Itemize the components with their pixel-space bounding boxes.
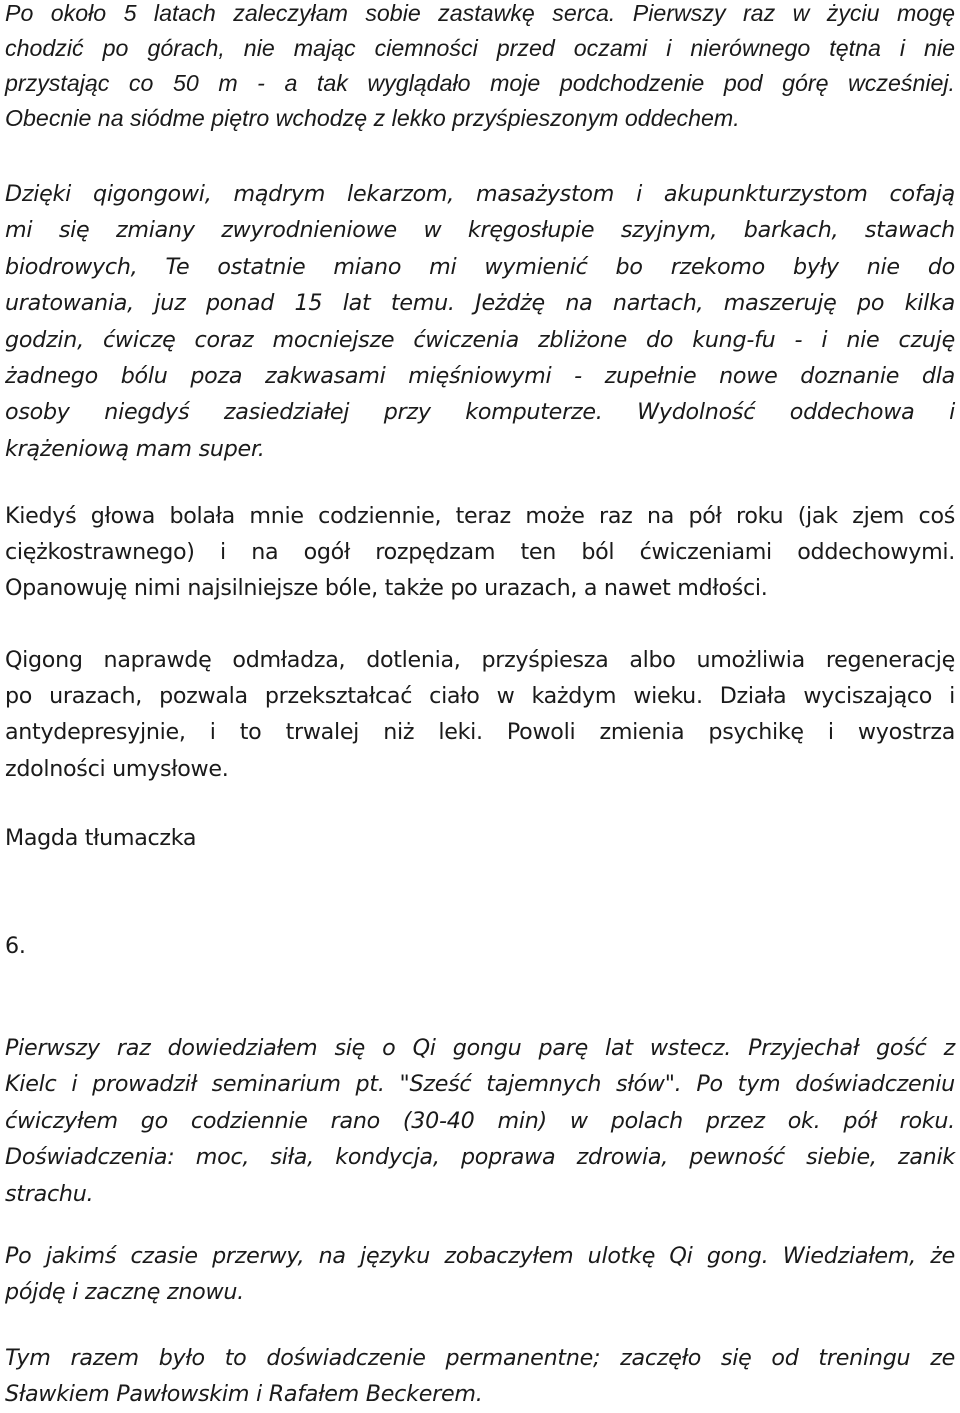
text-line: ciężkostrawnego) i na ogół rozpędzam ten ból ćwiczeniami oddechowymi. [5,539,955,566]
text-line: Tym razem było to doświadczenie permanentne; zaczęło się od treningu ze [5,1345,955,1371]
text-line: przystając co 50 m - a tak wyglądało moje podchodzenie pod górę wcześniej. [5,70,955,96]
text-line: osoby niegdyś zasiedziałej przy komputerze. Wydolność oddechowa i [5,399,955,426]
text-line: chodzić po górach, nie mając ciemności przed oczami i nierównego tętna i nie [5,35,955,61]
text-line: Kielc i prowadził seminarium pt. "Sześć tajemnych słów". Po tym doświadczeniu [5,1071,955,1098]
paragraph-headaches [5,498,955,607]
paragraph-qigong-spine [5,176,955,467]
author-signature [5,820,955,856]
section-number [5,928,955,964]
text-line: biodrowych, Te ostatnie miano mi wymienić bo rzekomo były nie do [5,253,955,280]
text-line: 6. [5,933,26,959]
text-line: Kiedyś głowa bolała mnie codziennie, teraz może raz na pół roku (jak zjem coś [5,503,955,529]
text-line: antydepresyjnie, i to trwalej niż leki. Powoli zmienia psychikę i wyostrza [5,719,955,746]
text-line: Sławkiem Pawłowskim i Rafałem Beckerem. [5,1381,483,1408]
text-line: Po jakimś czasie przerwy, na języku zobaczyłem ulotkę Qi gong. Wiedziałem, że [5,1243,955,1269]
text-line: ćwiczyłem go codziennie rano (30-40 min) w polach przez ok. pół roku. [5,1107,955,1134]
text-line: pójdę i zacznę znowu. [5,1279,244,1306]
text-line: mi się zmiany zwyrodnieniowe w kręgosłupie szyjnym, barkach, stawach [5,217,955,244]
text-line: żadnego bólu poza zakwasami mięśniowymi - zupełnie nowe doznanie dla [5,363,955,390]
text-line: Qigong naprawdę odmładza, dotlenia, przyśpiesza albo umożliwia regenerację [5,647,955,673]
paragraph-leaflet [5,1238,955,1311]
text-line: Po około 5 latach zaleczyłam sobie zastawkę serca. Pierwszy raz w życiu mogę [5,0,955,26]
paragraph-rejuvenation [5,642,955,787]
text-line: uratowania, juz ponad 15 lat temu. Jeżdżę na nartach, maszeruję po kilka [5,290,955,317]
text-line: Pierwszy raz dowiedziałem się o Qi gongu parę lat wstecz. Przyjechał gość z [5,1035,955,1061]
paragraph-first-encounter [5,1030,955,1212]
text-line: godzin, ćwiczę coraz mocniejsze ćwiczenia zbliżone do kung-fu - i nie czuję [5,326,955,353]
text-line: strachu. [5,1180,94,1207]
text-line: po urazach, pozwala przekształcać ciało w każdym wieku. Działa wyciszająco i [5,683,955,710]
text-line: Magda tłumaczka [5,825,197,851]
text-line: Obecnie na siódme piętro wchodzę z lekko przyśpieszonym oddechem. [5,105,740,131]
text-line: Opanowuję nimi najsilniejsze bóle, także po urazach, a nawet mdłości. [5,575,768,602]
paragraph-heart-valve [5,0,955,136]
text-line: Doświadczenia: moc, siła, kondycja, poprawa zdrowia, pewność siebie, zanik [5,1144,955,1171]
text-line: zdolności umysłowe. [5,755,229,782]
text-line: Dzięki qigongowi, mądrym lekarzom, masażystom i akupunkturzystom cofają [5,181,955,207]
paragraph-permanent-training [5,1340,955,1413]
text-line: krążeniową mam super. [5,435,265,462]
